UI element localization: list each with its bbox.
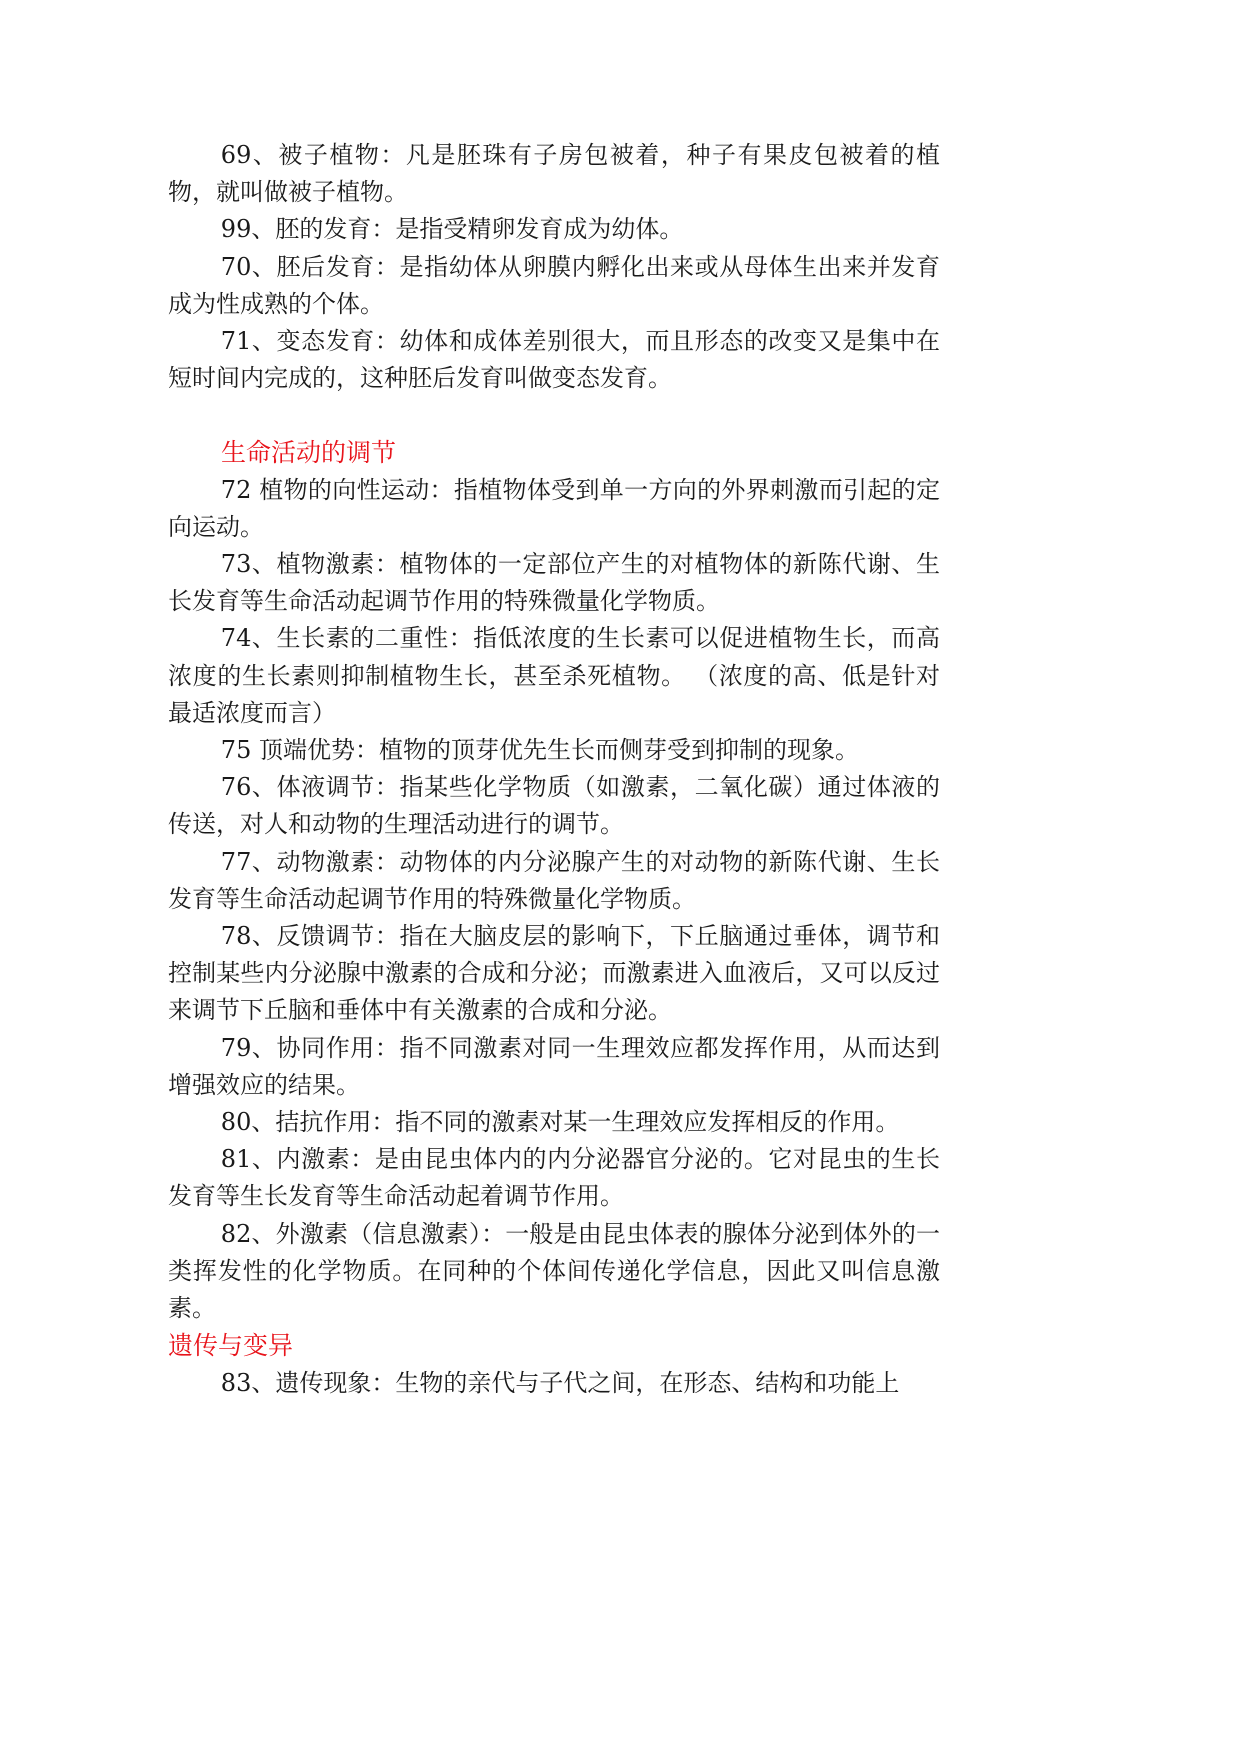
entry-72-tropism: 72 植物的向性运动：指植物体受到单一方向的外界刺激而引起的定向运动。 — [168, 475, 940, 541]
entry-77-animal-hormone: 77、动物激素：动物体的内分泌腺产生的对动物的新陈代谢、生长发育等生命活动起调节作用的特殊微量化学物质。 — [168, 847, 940, 913]
entry-78-feedback-regulation: 78、反馈调节：指在大脑皮层的影响下，下丘脑通过垂体，调节和控制某些内分泌腺中激素的合成和分泌；而激素进入血液后，又可以反过来调节下丘脑和垂体中有关激素的合成和分泌。 — [168, 922, 940, 1025]
entry-99-embryo-development: 99、胚的发育：是指受精卵发育成为幼体。 — [220, 215, 684, 244]
entry-70-postembryonic-development: 70、胚后发育：是指幼体从卵膜内孵化出来或从母体生出来并发育成为性成熟的个体。 — [168, 252, 940, 318]
section-heading-regulation: 生命活动的调节 — [221, 438, 397, 468]
page-content — [168, 137, 940, 1402]
entry-79-synergism: 79、协同作用：指不同激素对同一生理效应都发挥作用，从而达到增强效应的结果。 — [168, 1033, 940, 1099]
entry-83-heredity: 83、遗传现象：生物的亲代与子代之间，在形态、结构和功能上 — [220, 1368, 900, 1397]
entry-74-auxin-duality: 74、生长素的二重性：指低浓度的生长素可以促进植物生长，而高浓度的生长素则抑制植物生长，甚至杀死植物。 （浓度的高、低是针对最适浓度而言） — [168, 624, 940, 727]
section-heading-heredity: 遗传与变异 — [168, 1331, 294, 1361]
entry-69-angiosperm: 69、被子植物：凡是胚珠有子房包被着，种子有果皮包被着的植物，就叫做被子植物。 — [168, 141, 940, 207]
entry-73-plant-hormone: 73、植物激素：植物体的一定部位产生的对植物体的新陈代谢、生长发育等生命活动起调节作用的特殊微量化学物质。 — [168, 550, 940, 616]
entry-71-metamorphosis: 71、变态发育：幼体和成体差别很大，而且形态的改变又是集中在短时间内完成的，这种胚后发育叫做变态发育。 — [168, 327, 940, 393]
spacer — [168, 397, 940, 434]
entry-75-apical-dominance: 75 顶端优势：植物的顶芽优先生长而侧芽受到抑制的现象。 — [220, 736, 859, 765]
entry-81-endohormone: 81、内激素：是由昆虫体内的内分泌器官分泌的。它对昆虫的生长发育等生长发育等生命活动起着调节作用。 — [168, 1145, 940, 1211]
entry-80-antagonism: 80、拮抗作用：指不同的激素对某一生理效应发挥相反的作用。 — [220, 1108, 900, 1137]
entry-82-pheromone: 82、外激素（信息激素）：一般是由昆虫体表的腺体分泌到体外的一类挥发性的化学物质。在同种的个体间传递化学信息，因此又叫信息激素。 — [168, 1219, 940, 1323]
entry-76-humoral-regulation: 76、体液调节：指某些化学物质（如激素，二氧化碳）通过体液的传送，对人和动物的生理活动进行的调节。 — [168, 773, 940, 839]
